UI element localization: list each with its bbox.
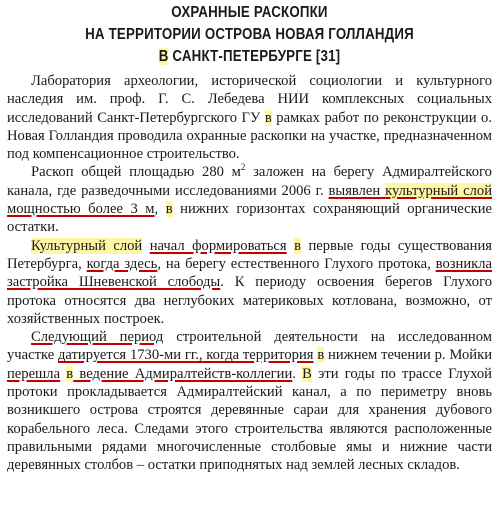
title-line-3-rest: САНКТ-ПЕТЕРБУРГЕ [31]: [168, 48, 341, 65]
superscript: 2: [240, 162, 246, 173]
title-line-3: [41, 46, 458, 68]
highlight: В: [302, 365, 312, 382]
underlined-phrase: Следующий период: [31, 329, 164, 346]
text: рамках работ по реконструкции о. Новая Голландия проводила охранные раскопки на участке, предназначенном под компенсационное строительство.: [7, 109, 492, 163]
text: Лаборатория археологии, исторической социологии и культурного наследия им. проф. Г. С. Лебедева НИИ комплексных социальных исследований Санкт-Петербургского ГУ: [7, 73, 492, 126]
underlined-phrase: датируется 1730-ми гг., когда территория: [58, 347, 314, 364]
underlined-phrase: возникла застройка Шневенской слободы: [7, 255, 492, 291]
underlined-phrase: когда здесь: [86, 255, 158, 272]
text: заложен на берегу Адмиралтейского канала, где разведочными исследованиями 2006 г.: [7, 164, 492, 199]
highlight: В: [158, 48, 169, 65]
paragraph-4: [7, 328, 492, 474]
text: нижнем течении р. Мойки: [324, 347, 493, 364]
text: ,: [154, 201, 166, 218]
text: .: [292, 365, 303, 382]
highlighted-phrase: Культурный слой: [31, 237, 143, 254]
underlined-phrase: начал формироваться: [149, 237, 287, 254]
underlined-phrase: выявлен: [328, 182, 386, 199]
highlight: в: [317, 347, 325, 364]
text: эти годы по трассе Глухой протоки прокладывается Адмиралтейский канал, а по периметру вновь возникшего острова строятся деревянные сараи для хранения дубового корабельного леса. Следами этого строительства являются расположенные правильными рядами многочисленные столбовые ямы и нижние части деревянных столбов – остатки приподнятых над землей лесных складов.: [7, 365, 492, 474]
text: [287, 238, 294, 254]
underlined-phrase: мощностью более 3 м: [7, 201, 155, 218]
highlight: в: [165, 201, 173, 218]
highlight: в: [294, 237, 301, 254]
underlined-phrase: ведение Адмиралтейств-коллегии: [73, 365, 293, 382]
highlight: в: [66, 365, 74, 382]
paragraph-3: [7, 237, 492, 328]
text: строительной деятельности на исследованном участке: [7, 329, 492, 364]
text: [142, 238, 149, 254]
highlight: в: [264, 109, 272, 126]
highlighted-underlined-phrase: культурный слой: [385, 182, 493, 199]
text: первые годы существования Петербурга,: [7, 237, 492, 272]
underlined-phrase: перешла: [7, 365, 61, 382]
text: Раскоп общей площадью 280 м: [31, 164, 241, 181]
title-line-2: НА ТЕРРИТОРИИ ОСТРОВА НОВАЯ ГОЛЛАНДИЯ: [85, 26, 414, 43]
text: , на берегу естественного Глухого протока,: [157, 255, 436, 272]
title-line-1: ОХРАННЫЕ РАСКОПКИ: [171, 4, 328, 21]
text: нижних горизонтах сохраняющий органические остатки.: [7, 201, 492, 236]
document-title: [41, 2, 458, 68]
paragraph-2: [7, 163, 492, 236]
paragraph-1: [7, 72, 492, 163]
text: . К периоду освоения берегов Глухого протока относятся два неглубоких материковых котлована, возможно, от хозяйственных построек.: [7, 274, 492, 327]
